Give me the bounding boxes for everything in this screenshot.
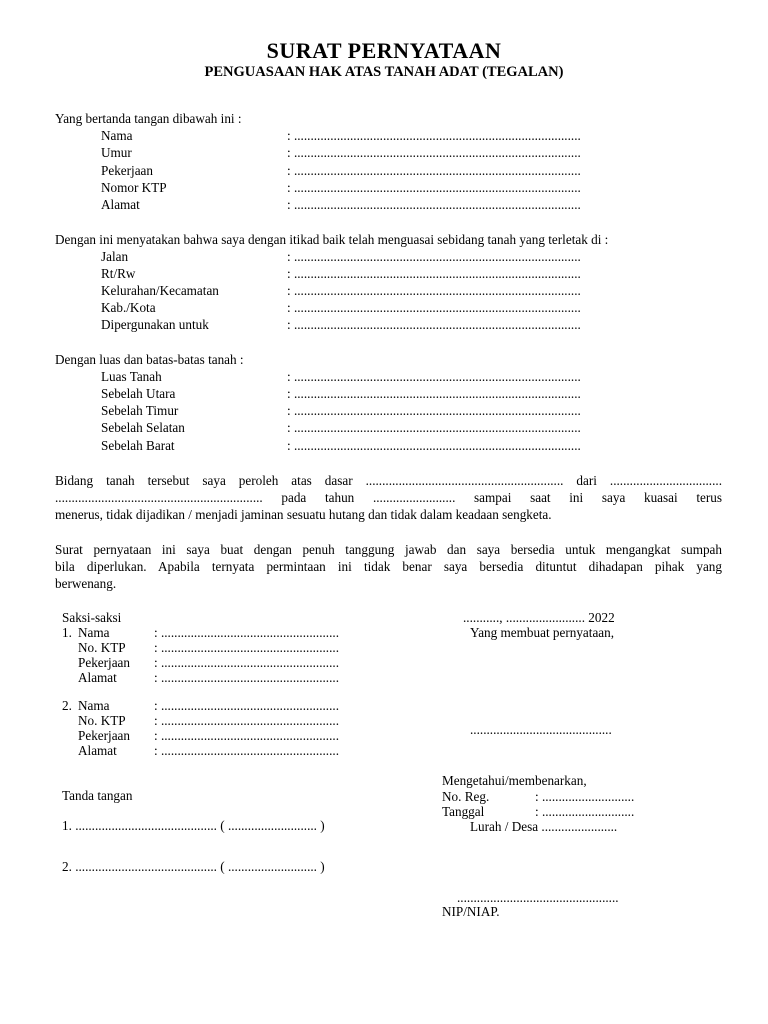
- ack-nip: NIP/NIAP.: [442, 904, 500, 919]
- location-value-penggunaan[interactable]: : .......................................................................................: [287, 317, 581, 332]
- location-intro: Dengan ini menyatakan bahwa saya dengan itikad baik telah menguasai sebidang tanah yang terletak di :: [55, 232, 609, 247]
- identity-label-alamat: Alamat: [101, 197, 140, 212]
- witness-2-label-nama: Nama: [78, 698, 110, 713]
- witness-2-value-ktp[interactable]: : ......................................................: [154, 713, 339, 728]
- signature-line-2[interactable]: 2. ........................................... ( ........................... ): [62, 859, 325, 874]
- ack-lurah[interactable]: Lurah / Desa .......................: [470, 819, 618, 834]
- identity-value-pekerjaan[interactable]: : .......................................................................................: [287, 163, 581, 178]
- boundaries-value-barat[interactable]: : .......................................................................................: [287, 438, 581, 453]
- boundaries-label-barat: Sebelah Barat: [101, 438, 175, 453]
- declaration-line-3: berwenang.: [55, 576, 117, 591]
- boundaries-label-luas: Luas Tanah: [101, 369, 162, 384]
- ack-label-tanggal: Tanggal: [442, 804, 485, 819]
- acquisition-line-3: menerus, tidak dijadikan / menjadi jaminan sesuatu hutang dan tidak dalam keadaan sengketa.: [55, 507, 552, 522]
- witness-1-label-pekerjaan: Pekerjaan: [78, 655, 130, 670]
- witness-2-number: 2.: [62, 698, 72, 713]
- witness-1-value-alamat[interactable]: : ......................................................: [154, 670, 339, 685]
- witnesses-heading: Saksi-saksi: [62, 610, 122, 625]
- ack-label-noreg: No. Reg.: [442, 789, 490, 804]
- witness-2-value-alamat[interactable]: : ......................................................: [154, 743, 339, 758]
- identity-label-nama: Nama: [101, 128, 133, 143]
- identity-label-umur: Umur: [101, 145, 132, 160]
- declaration-line-1: Surat pernyataan ini saya buat dengan penuh tanggung jawab dan saya bersedia untuk mengangkat sumpah: [55, 542, 722, 557]
- witness-1-value-nama[interactable]: : ......................................................: [154, 625, 339, 640]
- identity-intro: Yang bertanda tangan dibawah ini :: [55, 111, 242, 126]
- identity-label-pekerjaan: Pekerjaan: [101, 163, 153, 178]
- location-value-jalan[interactable]: : .......................................................................................: [287, 249, 581, 264]
- ack-value-noreg[interactable]: : ............................: [535, 789, 635, 804]
- location-value-kota[interactable]: : .......................................................................................: [287, 300, 581, 315]
- witness-1-label-alamat: Alamat: [78, 670, 117, 685]
- location-value-kelurahan[interactable]: : .......................................................................................: [287, 283, 581, 298]
- witness-2-value-nama[interactable]: : ......................................................: [154, 698, 339, 713]
- location-label-penggunaan: Dipergunakan untuk: [101, 317, 209, 332]
- acquisition-line-2: ............................................................... pada tahun ......................... sampai saat ini saya kuasai terus: [55, 490, 722, 505]
- boundaries-label-selatan: Sebelah Selatan: [101, 420, 185, 435]
- signatures-heading: Tanda tangan: [62, 788, 133, 803]
- boundaries-intro: Dengan luas dan batas-batas tanah :: [55, 352, 244, 367]
- location-label-kota: Kab./Kota: [101, 300, 156, 315]
- ack-value-tanggal[interactable]: : ............................: [535, 804, 635, 819]
- witness-1-number: 1.: [62, 625, 72, 640]
- witness-2-label-pekerjaan: Pekerjaan: [78, 728, 130, 743]
- location-label-jalan: Jalan: [101, 249, 129, 264]
- maker-date[interactable]: ..........., ........................ 2022: [463, 610, 615, 625]
- boundaries-label-timur: Sebelah Timur: [101, 403, 179, 418]
- acknowledgement-heading: Mengetahui/membenarkan,: [442, 773, 587, 788]
- maker-signature-line[interactable]: ...........................................: [470, 722, 612, 737]
- witness-2-label-alamat: Alamat: [78, 743, 117, 758]
- boundaries-value-selatan[interactable]: : .......................................................................................: [287, 420, 581, 435]
- witness-2-value-pekerjaan[interactable]: : ......................................................: [154, 728, 339, 743]
- document-subtitle: PENGUASAAN HAK ATAS TANAH ADAT (TEGALAN): [204, 64, 564, 80]
- document-title: SURAT PERNYATAAN: [266, 38, 502, 63]
- identity-value-ktp[interactable]: : .......................................................................................: [287, 180, 581, 195]
- identity-value-nama[interactable]: : .......................................................................................: [287, 128, 581, 143]
- declaration-line-2: bila diperlukan. Apabila ternyata permintaan ini tidak benar saya bersedia dituntut dihadapan pihak yang: [55, 559, 722, 574]
- boundaries-value-utara[interactable]: : .......................................................................................: [287, 386, 581, 401]
- location-label-kelurahan: Kelurahan/Kecamatan: [101, 283, 219, 298]
- identity-value-umur[interactable]: : .......................................................................................: [287, 145, 581, 160]
- witness-1-label-nama: Nama: [78, 625, 110, 640]
- witness-1-value-pekerjaan[interactable]: : ......................................................: [154, 655, 339, 670]
- maker-title: Yang membuat pernyataan,: [470, 625, 615, 640]
- identity-label-ktp: Nomor KTP: [101, 180, 167, 195]
- acquisition-line-1: Bidang tanah tersebut saya peroleh atas dasar ............................................................ dari ..................................: [55, 473, 722, 488]
- location-label-rtrw: Rt/Rw: [101, 266, 136, 281]
- signature-line-1[interactable]: 1. ........................................... ( ........................... ): [62, 818, 325, 833]
- boundaries-value-timur[interactable]: : .......................................................................................: [287, 403, 581, 418]
- location-value-rtrw[interactable]: : .......................................................................................: [287, 266, 581, 281]
- witness-2-label-ktp: No. KTP: [78, 713, 126, 728]
- boundaries-value-luas[interactable]: : .......................................................................................: [287, 369, 581, 384]
- witness-1-label-ktp: No. KTP: [78, 640, 126, 655]
- boundaries-label-utara: Sebelah Utara: [101, 386, 176, 401]
- identity-value-alamat[interactable]: : .......................................................................................: [287, 197, 581, 212]
- ack-signature-line[interactable]: .................................................: [457, 890, 619, 905]
- witness-1-value-ktp[interactable]: : ......................................................: [154, 640, 339, 655]
